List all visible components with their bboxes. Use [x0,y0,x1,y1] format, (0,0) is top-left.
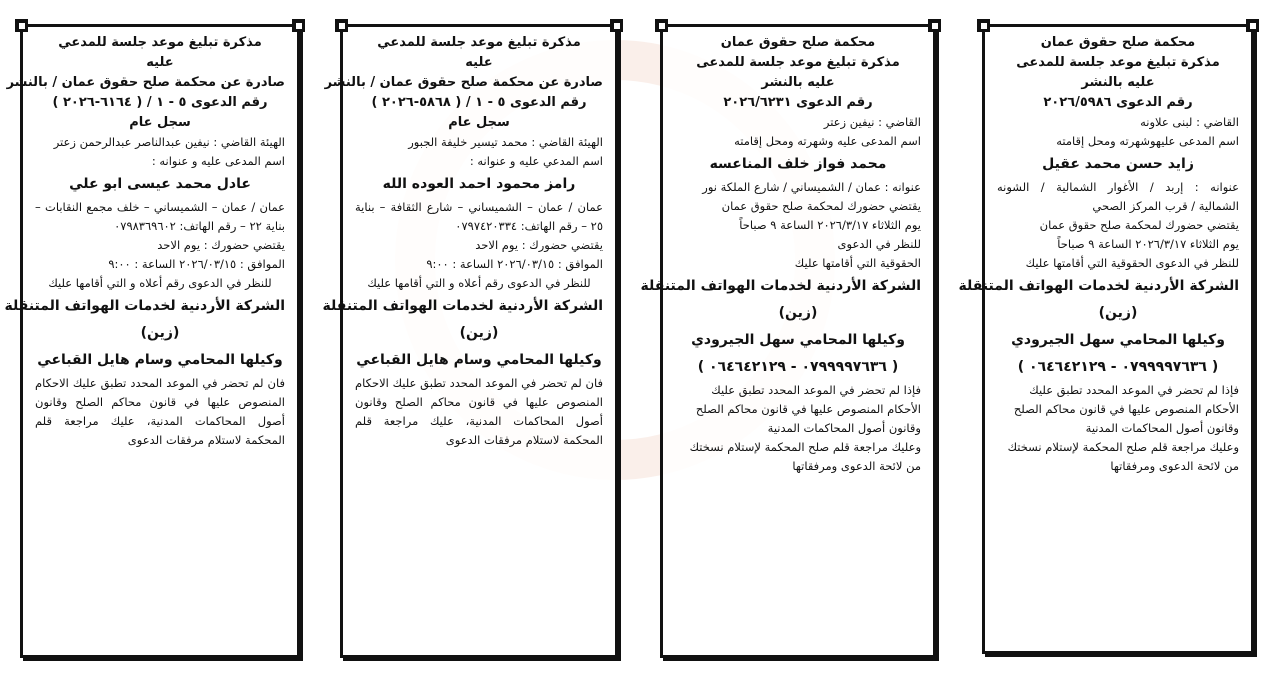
notice-line: مذكرة تبليغ موعد جلسة للمدعي [58,35,262,50]
notice-line: رقم الدعوى ٥ - ١ / ( ٦١٦٤-٢٠٢٦ ) [52,95,268,110]
notice-line: (زين) [140,325,180,341]
notice-line: رقم الدعوى ٢٠٢٦/٦٢٣١ [723,95,873,110]
notice-line: للنظر في الدعوى الحقوقية التي أقامتها عليك [1025,256,1239,270]
notice-line: يقتضي حضورك : يوم الاحد [475,238,603,252]
notice-line: للنظر في الدعوى رقم أعلاه و التي أقامها عليك [367,276,591,290]
notice-line: وعليك مراجعة قلم صلح المحكمة لإستلام نسختك [689,440,921,454]
notice-column-4 [958,24,1254,654]
notice-text [958,33,1239,476]
notice-line: عليه [465,55,493,70]
notice-line: يوم الثلاثاء ٢٠٢٦/٣/١٧ الساعة ٩ صباحاً [739,218,921,232]
notice-line: يقتضي حضورك : يوم الاحد [157,238,285,252]
notice-line: الشركة الأردنية لخدمات الهواتف المتنقلة [958,278,1239,294]
notice-line: وكيلها المحامي وسام هايل القباعي [37,352,283,368]
notice-line: الشمالية / قرب المركز الصحي [1092,199,1239,213]
notice-line: الموافق : ٢٠٢٦/٠٣/١٥ الساعة : ٩:٠٠ [426,257,603,271]
notice-line: اسم المدعى عليه وشهرته ومحل إقامته [734,134,921,148]
notice-line: بناية ٢٢ – رقم الهاتف: ٠٧٩٨٣٦٩٦٠٢ [114,219,285,233]
notice-line: الأحكام المنصوص عليها في قانون محاكم الصلح [1013,402,1239,416]
notice-line: الشركة الأردنية لخدمات الهواتف المتنقلة [640,278,921,294]
notice-line: عادل محمد عيسى ابو علي [69,176,251,192]
notice-line: زايد حسن محمد عقيل [1042,156,1194,172]
notice-line: وكيلها المحامي سهل الجيرودي [1011,332,1225,348]
notice-line: وقانون أصول المحاكمات المدنية [1085,421,1239,435]
notice-line: وكيلها المحامي وسام هايل القباعي [356,352,602,368]
notice-line: عمان / عمان – الشميساني – خلف مجمع النقابات – [35,200,285,214]
notice-line: مذكرة تبليغ موعد جلسة للمدعى [696,55,900,70]
notice-line: القاضي : لبنى علاونه [1140,115,1239,129]
notice-text [322,33,603,450]
notice-line: رقم الدعوى ٥ - ١ / ( ٥٨٦٨-٢٠٢٦ ) [371,95,587,110]
notice-line: من لائحة الدعوى ومرفقاتها [792,459,921,473]
notice-line: عنوانه : إربد / الأغوار الشمالية / الشونه [997,180,1239,194]
notice-line: ( ٠٧٩٩٩٩٧٦٣٦ - ٠٦٤٦٤٢١٢٩ ) [1017,359,1219,375]
notice-line: القاضي : نيفين زعتر [823,115,921,129]
notice-line: فان لم تحضر في الموعد المحدد تطبق عليك الاحكام [355,376,603,390]
notice-line: الشركة الأردنية لخدمات الهواتف المتنقلة [4,298,285,314]
notice-line: فإذا لم تحضر في الموعد المحدد تطبق عليك [711,383,921,397]
notice-line: الهيئة القاضي : محمد تيسير خليفة الجبور [408,135,603,149]
notice-line: فإذا لم تحضر في الموعد المحدد تطبق عليك [1029,383,1239,397]
frame-corner-ornament [292,19,305,32]
notice-line: (زين) [778,305,818,321]
notice-line: سجل عام [129,115,191,130]
frame-corner-ornament [335,19,348,32]
notice-line: (زين) [459,325,499,341]
notice-line: وقانون أصول المحاكمات المدنية [767,421,921,435]
notice-line: للنظر في الدعوى [837,237,921,251]
notice-column-1 [4,24,300,658]
notice-line: اسم المدعي عليه و عنوانه : [469,154,603,168]
frame-corner-ornament [610,19,623,32]
notice-line: مذكرة تبليغ موعد جلسة للمدعي [377,35,581,50]
notice-line: الموافق : ٢٠٢٦/٠٣/١٥ الساعة : ٩:٠٠ [108,257,285,271]
notice-line: أصول المحاكمات المدنية، عليك مراجعة قلم [355,414,603,428]
notice-line: فان لم تحضر في الموعد المحدد تطبق عليك الاحكام [35,376,285,390]
notice-line: يوم الثلاثاء ٢٠٢٦/٣/١٧ الساعة ٩ صباحاً [1057,237,1239,251]
frame-corner-ornament [928,19,941,32]
frame-corner-ornament [655,19,668,32]
notice-line: عنوانه : عمان / الشميساني / شارع الملكة نور [702,180,921,194]
notice-line: عمان / عمان – الشميساني – شارع الثقافة – بناية [355,200,603,214]
notice-line: (زين) [1098,305,1138,321]
frame-corner-ornament [1246,19,1259,32]
notice-line: محمد فواز خلف المناعسه [709,156,887,172]
notice-line: محكمة صلح حقوق عمان [720,35,876,50]
notice-line: اسم المدعى عليه و عنوانه : [151,154,285,168]
notice-line: ( ٠٧٩٩٩٩٧٦٣٦ - ٠٦٤٦٤٢١٢٩ ) [697,359,899,375]
notice-column-3 [640,24,936,658]
frame-corner-ornament [15,19,28,32]
notice-line: رقم الدعوى ٢٠٢٦/٥٩٨٦ [1043,95,1193,110]
notice-line: يقتضي حضورك لمحكمة صلح حقوق عمان [721,199,921,213]
notice-line: وعليك مراجعة قلم صلح المحكمة لإستلام نسختك [1007,440,1239,454]
notice-line: الشركة الأردنية لخدمات الهواتف المتنقلة [322,298,603,314]
notice-column-2 [322,24,618,658]
notice-line: المحكمة لاستلام مرفقات الدعوى [127,433,285,447]
notice-line: اسم المدعى عليهوشهرته ومحل إقامته [1056,134,1239,148]
notice-line: من لائحة الدعوى ومرفقاتها [1110,459,1239,473]
notice-line: المنصوص عليها في قانون محاكم الصلح وقانون [355,395,603,409]
notice-line: ٢٥ – رقم الهاتف: ٠٧٩٧٤٢٠٣٣٤ [455,219,603,233]
notice-text [4,33,285,450]
notice-line: محكمة صلح حقوق عمان [1040,35,1196,50]
notice-line: رامز محمود احمد العوده الله [382,176,576,192]
notice-line: عليه [146,55,174,70]
notice-line: عليه بالنشر [1081,75,1155,90]
notice-line: صادرة عن محكمة صلح حقوق عمان / بالنشر [6,75,285,90]
notice-line: للنظر في الدعوى رقم أعلاه و التي أقامها عليك [48,276,272,290]
notice-line: المحكمة لاستلام مرفقات الدعوى [445,433,603,447]
frame-corner-ornament [977,19,990,32]
notice-line: يقتضي حضورك لمحكمة صلح حقوق عمان [1039,218,1239,232]
notice-line: عليه بالنشر [761,75,835,90]
notice-line: المنصوص عليها في قانون محاكم الصلح وقانون [35,395,285,409]
notice-line: الحقوقية التي أقامتها عليك [794,256,921,270]
notice-line: الأحكام المنصوص عليها في قانون محاكم الصلح [695,402,921,416]
notice-line: صادرة عن محكمة صلح حقوق عمان / بالنشر [324,75,603,90]
notice-line: مذكرة تبليغ موعد جلسة للمدعى [1016,55,1220,70]
notice-line: وكيلها المحامي سهل الجيرودي [691,332,905,348]
notice-line: سجل عام [448,115,510,130]
notice-text [640,33,921,476]
notice-line: الهيئة القاضي : نيفين عبدالناصر عبدالرحمن زعتر [53,135,285,149]
notice-line: أصول المحاكمات المدنية، عليك مراجعة قلم [35,414,285,428]
